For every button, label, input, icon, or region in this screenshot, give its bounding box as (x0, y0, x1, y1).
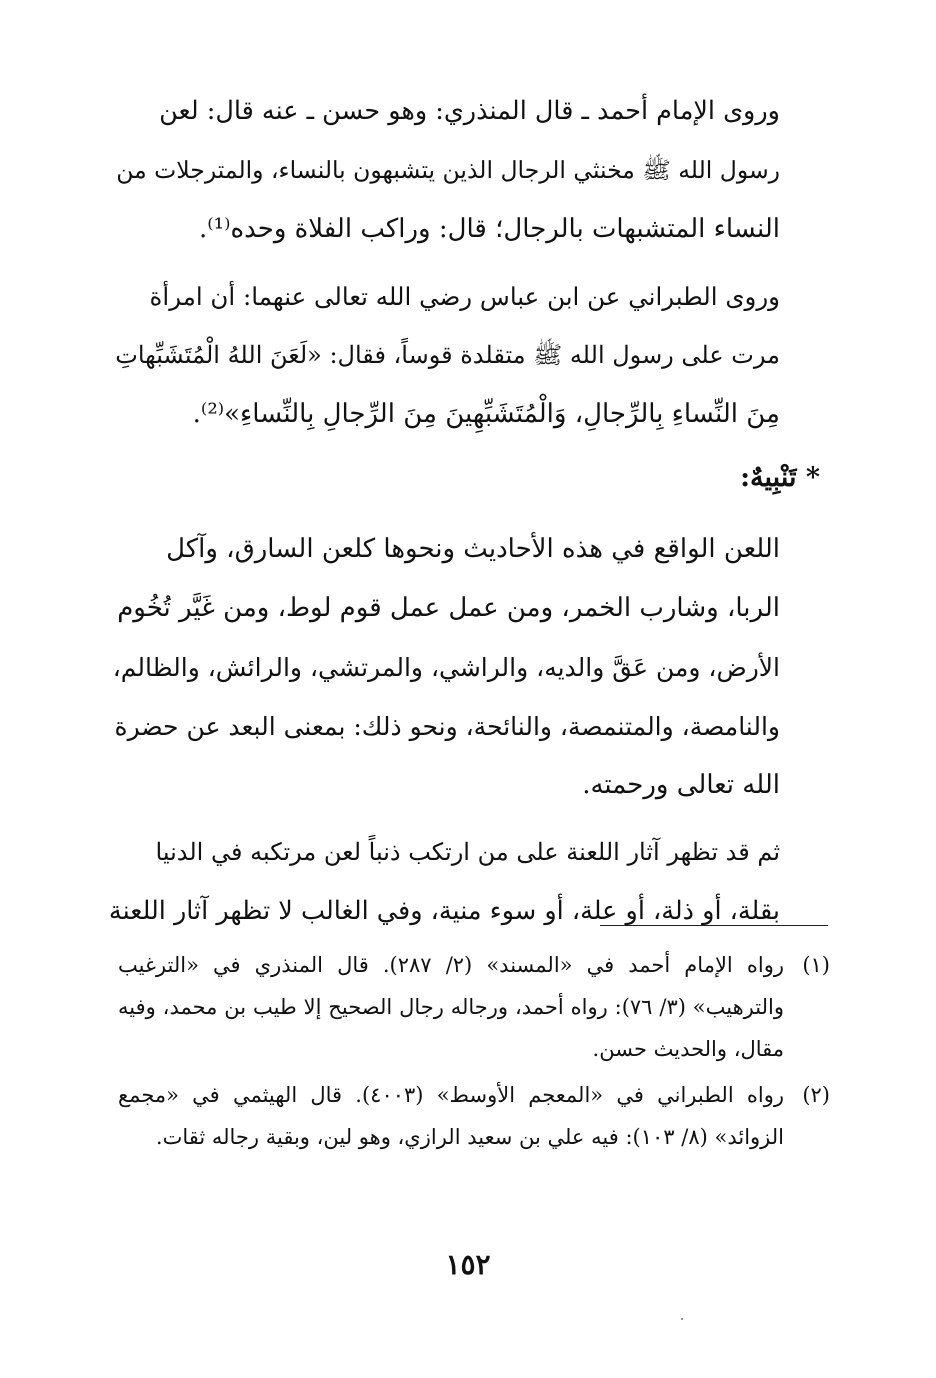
footnote-separator (600, 925, 828, 926)
text-line: ثم قد تظهر آثار اللعنة على من ارتكب ذنباً لعن مرتكبه في الدنيا (155, 838, 780, 866)
paragraph-tabarani-narration (108, 267, 820, 444)
text-line: الله تعالى ورحمته. (582, 770, 780, 800)
footnotes (118, 944, 830, 1162)
paragraph-curse-meaning (108, 520, 820, 815)
text-line: بقلة، أو ذلة، أو علة، أو سوء منية، وفي الغالب لا تظهر آثار اللعنة (108, 896, 780, 926)
main-text (108, 82, 820, 941)
section-heading-tanbih: * تَنْبِيهٌ: (740, 462, 820, 493)
paragraph-curse-effects (108, 823, 820, 941)
text-line: وروى الإمام أحمد ـ قال المنذري: وهو حسن ـ عنه قال: لعن (159, 96, 780, 126)
footnote-number: (١) (802, 953, 830, 977)
footnote-1 (118, 944, 830, 1070)
footnote-number: (٢) (802, 1083, 830, 1107)
page-number: ١٥٢ (445, 1248, 491, 1281)
text-line: النساء المتشبهات بالرجال؛ قال: وراكب الفلاة وحده⁽¹⁾. (199, 214, 780, 244)
text-line: مرت على رسول الله ﷺ متقلدة قوساً، فقال: «لَعَنَ اللهُ الْمُتَشَبِّهاتِ (115, 341, 780, 369)
text-line: رسول الله ﷺ مخنثي الرجال الذين يتشبهون بالنساء، والمترجلات من (116, 156, 780, 184)
text-line: الربا، وشارب الخمر، ومن عمل عمل قوم لوط، ومن غَيَّر تُخُوم (117, 593, 780, 623)
text-line: مِنَ النِّساءِ بِالرِّجالِ، وَالْمُتَشَبِّهِينَ مِنَ الرِّجالِ بِالنِّساءِ»⁽²⁾. (192, 399, 780, 429)
scan-speck (681, 1318, 683, 1320)
footnote-2 (118, 1074, 830, 1158)
text-line: والنامصة، والمتنمصة، والنائحة، ونحو ذلك: بمعنى البعد عن حضرة (114, 712, 780, 741)
footnote-text: رواه الطبراني في «المعجم الأوسط» (٤٠٠٣). قال الهيثمي في «مجمع الزوائد» (٨/ ١٠٣): فيه علي بن سعيد الرازي، وهو لين، وبقية رجاله ثقات. (118, 1083, 784, 1149)
text-line: الأرض، ومن عَقَّ والديه، والراشي، والمرتشي، والرائش، والظالم، (112, 653, 780, 682)
footnote-text: رواه الإمام أحمد في «المسند» (٢/ ٢٨٧). قال المنذري في «الترغيب والترهيب» (٣/ ٧٦): رواه أحمد، ورجاله رجال الصحيح إلا طيب بن محمد، وفيه مقال، والحديث حسن. (118, 953, 784, 1061)
paragraph-ahmad-narration (108, 82, 820, 259)
text-line: اللعن الواقع في هذه الأحاديث ونحوها كلعن السارق، وآكل (166, 534, 780, 564)
text-line: وروى الطبراني عن ابن عباس رضي الله تعالى عنهما: أن امرأة (149, 282, 780, 311)
